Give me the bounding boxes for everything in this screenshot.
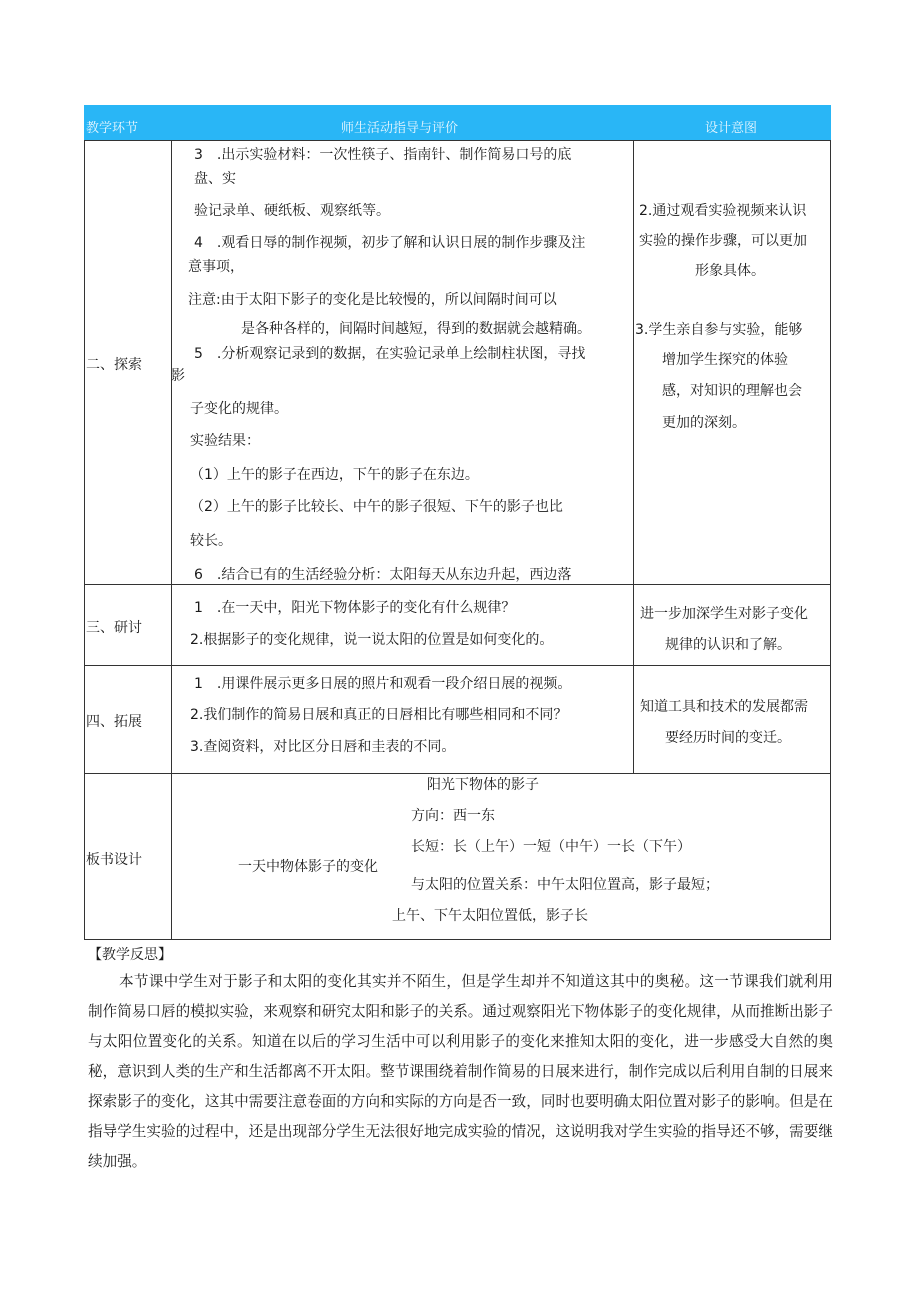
- discuss-intent-line: 进一步加深学生对影子变化: [640, 606, 808, 622]
- explore-line: （2）上午的影子比较长、中午的影子很短、下午的影子也比: [190, 499, 563, 515]
- explore-intent-line: 形象具体。: [695, 263, 765, 279]
- discuss-intent-line: 规律的认识和了解。: [665, 637, 791, 653]
- row-divider: [84, 939, 831, 940]
- explore-line: 注意:由于太阳下影子的变化是比较慢的，所以间隔时间可以: [188, 292, 557, 308]
- stage-label-board: 板书设计: [86, 852, 142, 868]
- row-divider: [84, 584, 831, 585]
- col-divider: [84, 140, 85, 940]
- stage-label-discuss: 三、研讨: [86, 620, 142, 636]
- row-divider: [84, 773, 831, 774]
- reflection-paragraph: 本节课中学生对于影子和太阳的变化其实并不陌生，但是学生却并不知道这其中的奥秘。这一节课我们就利用制作简易口唇的模拟实验，来观察和研究太阳和影子的关系。通过观察阳光下物体影子的变化规律，从而推断出影子与太阳位置变化的关系。知道在以后的学习生活中可以利用影子的变化来推知太阳的变化，进一步感受大自然的奥秘，意识到人类的生产和生活都离不开太阳。整节课围绕着制作简易的日展来进行，制作完成以后利用自制的日展来探索影子的变化，这其中需要注意卷面的方向和实际的方向是否一致，同时也要明确太阳位置对影子的影响。但是在指导学生实验的过程中，还是出现部分学生无法很好地完成实验的情况，这说明我对学生实验的指导还不够，需要继续加强。: [88, 973, 833, 1170]
- explore-line: 6 .结合已有的生活经验分析：太阳每天从东边升起，西边落: [194, 567, 572, 583]
- extend-line: 3.查阅资料，对比区分日唇和圭表的不同。: [190, 739, 456, 755]
- explore-intent-line: 3.学生亲自参与实验，能够: [635, 322, 803, 338]
- explore-line: 意事项，: [188, 259, 244, 275]
- explore-intent-line: 实验的操作步骤，可以更加: [639, 233, 807, 249]
- col-divider: [830, 140, 831, 940]
- explore-intent-line: 2.通过观看实验视频来认识: [639, 203, 807, 219]
- board-direction: 方向：西一东: [411, 808, 495, 824]
- explore-intent-line: 感，对知识的理解也会: [662, 383, 802, 399]
- explore-line: 较长。: [190, 533, 232, 549]
- explore-line: 影: [171, 368, 185, 384]
- explore-line: 4 .观看日辱的制作视频，初步了解和认识日展的制作步骤及注: [194, 235, 586, 251]
- extend-intent-line: 要经历时间的变迁。: [665, 730, 791, 746]
- lesson-table: [84, 105, 831, 940]
- reflection-title: 【教学反思】: [88, 947, 172, 963]
- board-relation: 与太阳的位置关系：中午太阳位置高，影子最短；: [411, 877, 719, 893]
- explore-line: 是各种各样的，间隔时间越短，得到的数据就会越精确。: [241, 321, 591, 337]
- table-header: [84, 105, 831, 140]
- col-divider: [633, 140, 634, 774]
- extend-line: 2.我们制作的简易日展和真正的日唇相比有哪些相同和不同？: [190, 707, 568, 723]
- explore-line: 子变化的规律。: [190, 401, 288, 417]
- explore-intent-line: 更加的深刻。: [662, 415, 746, 431]
- stage-label-extend: 四、拓展: [86, 714, 142, 730]
- board-relation-cont: 上午、下午太阳位置低，影子长: [392, 908, 588, 924]
- explore-line: （1）上午的影子在西边，下午的影子在东边。: [190, 467, 479, 483]
- row-divider: [84, 665, 831, 666]
- board-left-heading: 一天中物体影子的变化: [238, 859, 378, 875]
- col-divider: [171, 140, 172, 940]
- explore-line: 3 .出示实验材料：一次性筷子、指南针、制作简易口号的底: [194, 147, 572, 163]
- discuss-line: 2.根据影子的变化规律，说一说太阳的位置是如何变化的。: [190, 632, 554, 648]
- header-activity: 师生活动指导与评价: [341, 121, 459, 136]
- explore-line: 5 .分析观察记录到的数据，在实验记录单上绘制柱状图，寻找: [194, 346, 586, 362]
- header-intent: 设计意图: [705, 121, 758, 136]
- header-stage: 教学环节: [86, 121, 139, 136]
- explore-line: 盘、实: [194, 171, 236, 187]
- row-divider: [84, 140, 831, 141]
- discuss-line: 1 .在一天中，阳光下物体影子的变化有什么规律？: [194, 600, 516, 616]
- explore-line: 实验结果：: [190, 433, 260, 449]
- extend-line: 1 .用课件展示更多日展的照片和观看一段介绍日展的视频。: [194, 676, 572, 692]
- board-title: 阳光下物体的影子: [427, 777, 539, 793]
- explore-intent-line: 增加学生探究的体验: [662, 352, 788, 368]
- explore-line: 验记录单、硬纸板、观察纸等。: [194, 203, 390, 219]
- stage-label-explore: 二、探索: [86, 357, 142, 373]
- board-length: 长短：长（上午）一短（中午）一长（下午）: [411, 839, 691, 855]
- extend-intent-line: 知道工具和技术的发展都需: [640, 699, 808, 715]
